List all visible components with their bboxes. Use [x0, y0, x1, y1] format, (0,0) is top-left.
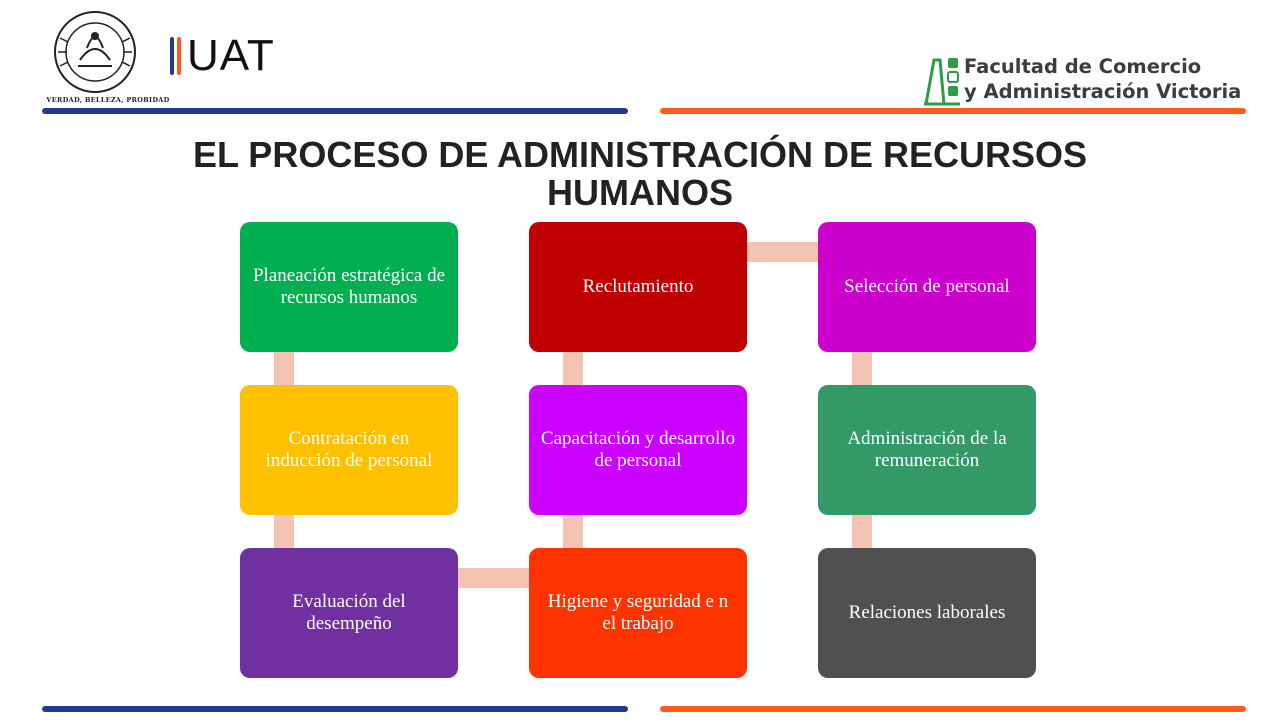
faculty-logo: [922, 52, 1242, 108]
connector: [274, 352, 294, 386]
faculty-name-line1: Facultad de Comercio: [964, 55, 1202, 78]
step-remuneracion: [818, 385, 1036, 515]
header-rule-blue: [42, 108, 628, 114]
step-evaluacion: [240, 548, 458, 678]
step-planeacion: [240, 222, 458, 352]
step-label: Higiene y seguridad e n el trabajo: [547, 591, 729, 634]
step-contratacion: [240, 385, 458, 515]
step-higiene: [529, 548, 747, 678]
connector: [746, 242, 818, 262]
footer-rule-blue: [42, 706, 628, 712]
uat-logo-bars: [170, 37, 181, 75]
step-label: Contratación en inducción de personal: [265, 428, 433, 471]
step-label: Reclutamiento: [582, 276, 694, 297]
step-label: Administración de la remuneración: [847, 428, 1007, 471]
faculty-emblem-icon: [922, 52, 962, 108]
university-seal-logo: [40, 8, 170, 108]
connector: [563, 515, 583, 549]
footer-rule-orange: [660, 706, 1246, 712]
uat-logo: [170, 32, 275, 80]
step-capacitacion: [529, 385, 747, 515]
connector: [852, 352, 872, 386]
connector: [852, 515, 872, 549]
connector: [458, 568, 530, 588]
connector: [563, 352, 583, 386]
uat-logo-text: UAT: [187, 31, 275, 80]
step-label: Planeación estratégica de recursos humanos: [252, 265, 445, 308]
faculty-name-line2: y Administración Victoria: [964, 80, 1242, 103]
step-relaciones: [818, 548, 1036, 678]
page-title-line1: EL PROCESO DE ADMINISTRACIÓN DE RECURSOS: [192, 134, 1088, 175]
step-label: Capacitación y desarrollo de personal: [540, 428, 736, 471]
header-rule-orange: [660, 108, 1246, 114]
page-title: [0, 136, 1280, 212]
seal-motto: VERDAD, BELLEZA, PROBIDAD: [46, 96, 170, 104]
step-seleccion: [818, 222, 1036, 352]
connector: [274, 515, 294, 549]
step-label: Selección de personal: [844, 276, 1010, 297]
step-label: Relaciones laborales: [848, 602, 1006, 623]
page-title-line2: HUMANOS: [547, 172, 733, 213]
step-label: Evaluación del desempeño: [292, 591, 406, 634]
step-reclutamiento: [529, 222, 747, 352]
